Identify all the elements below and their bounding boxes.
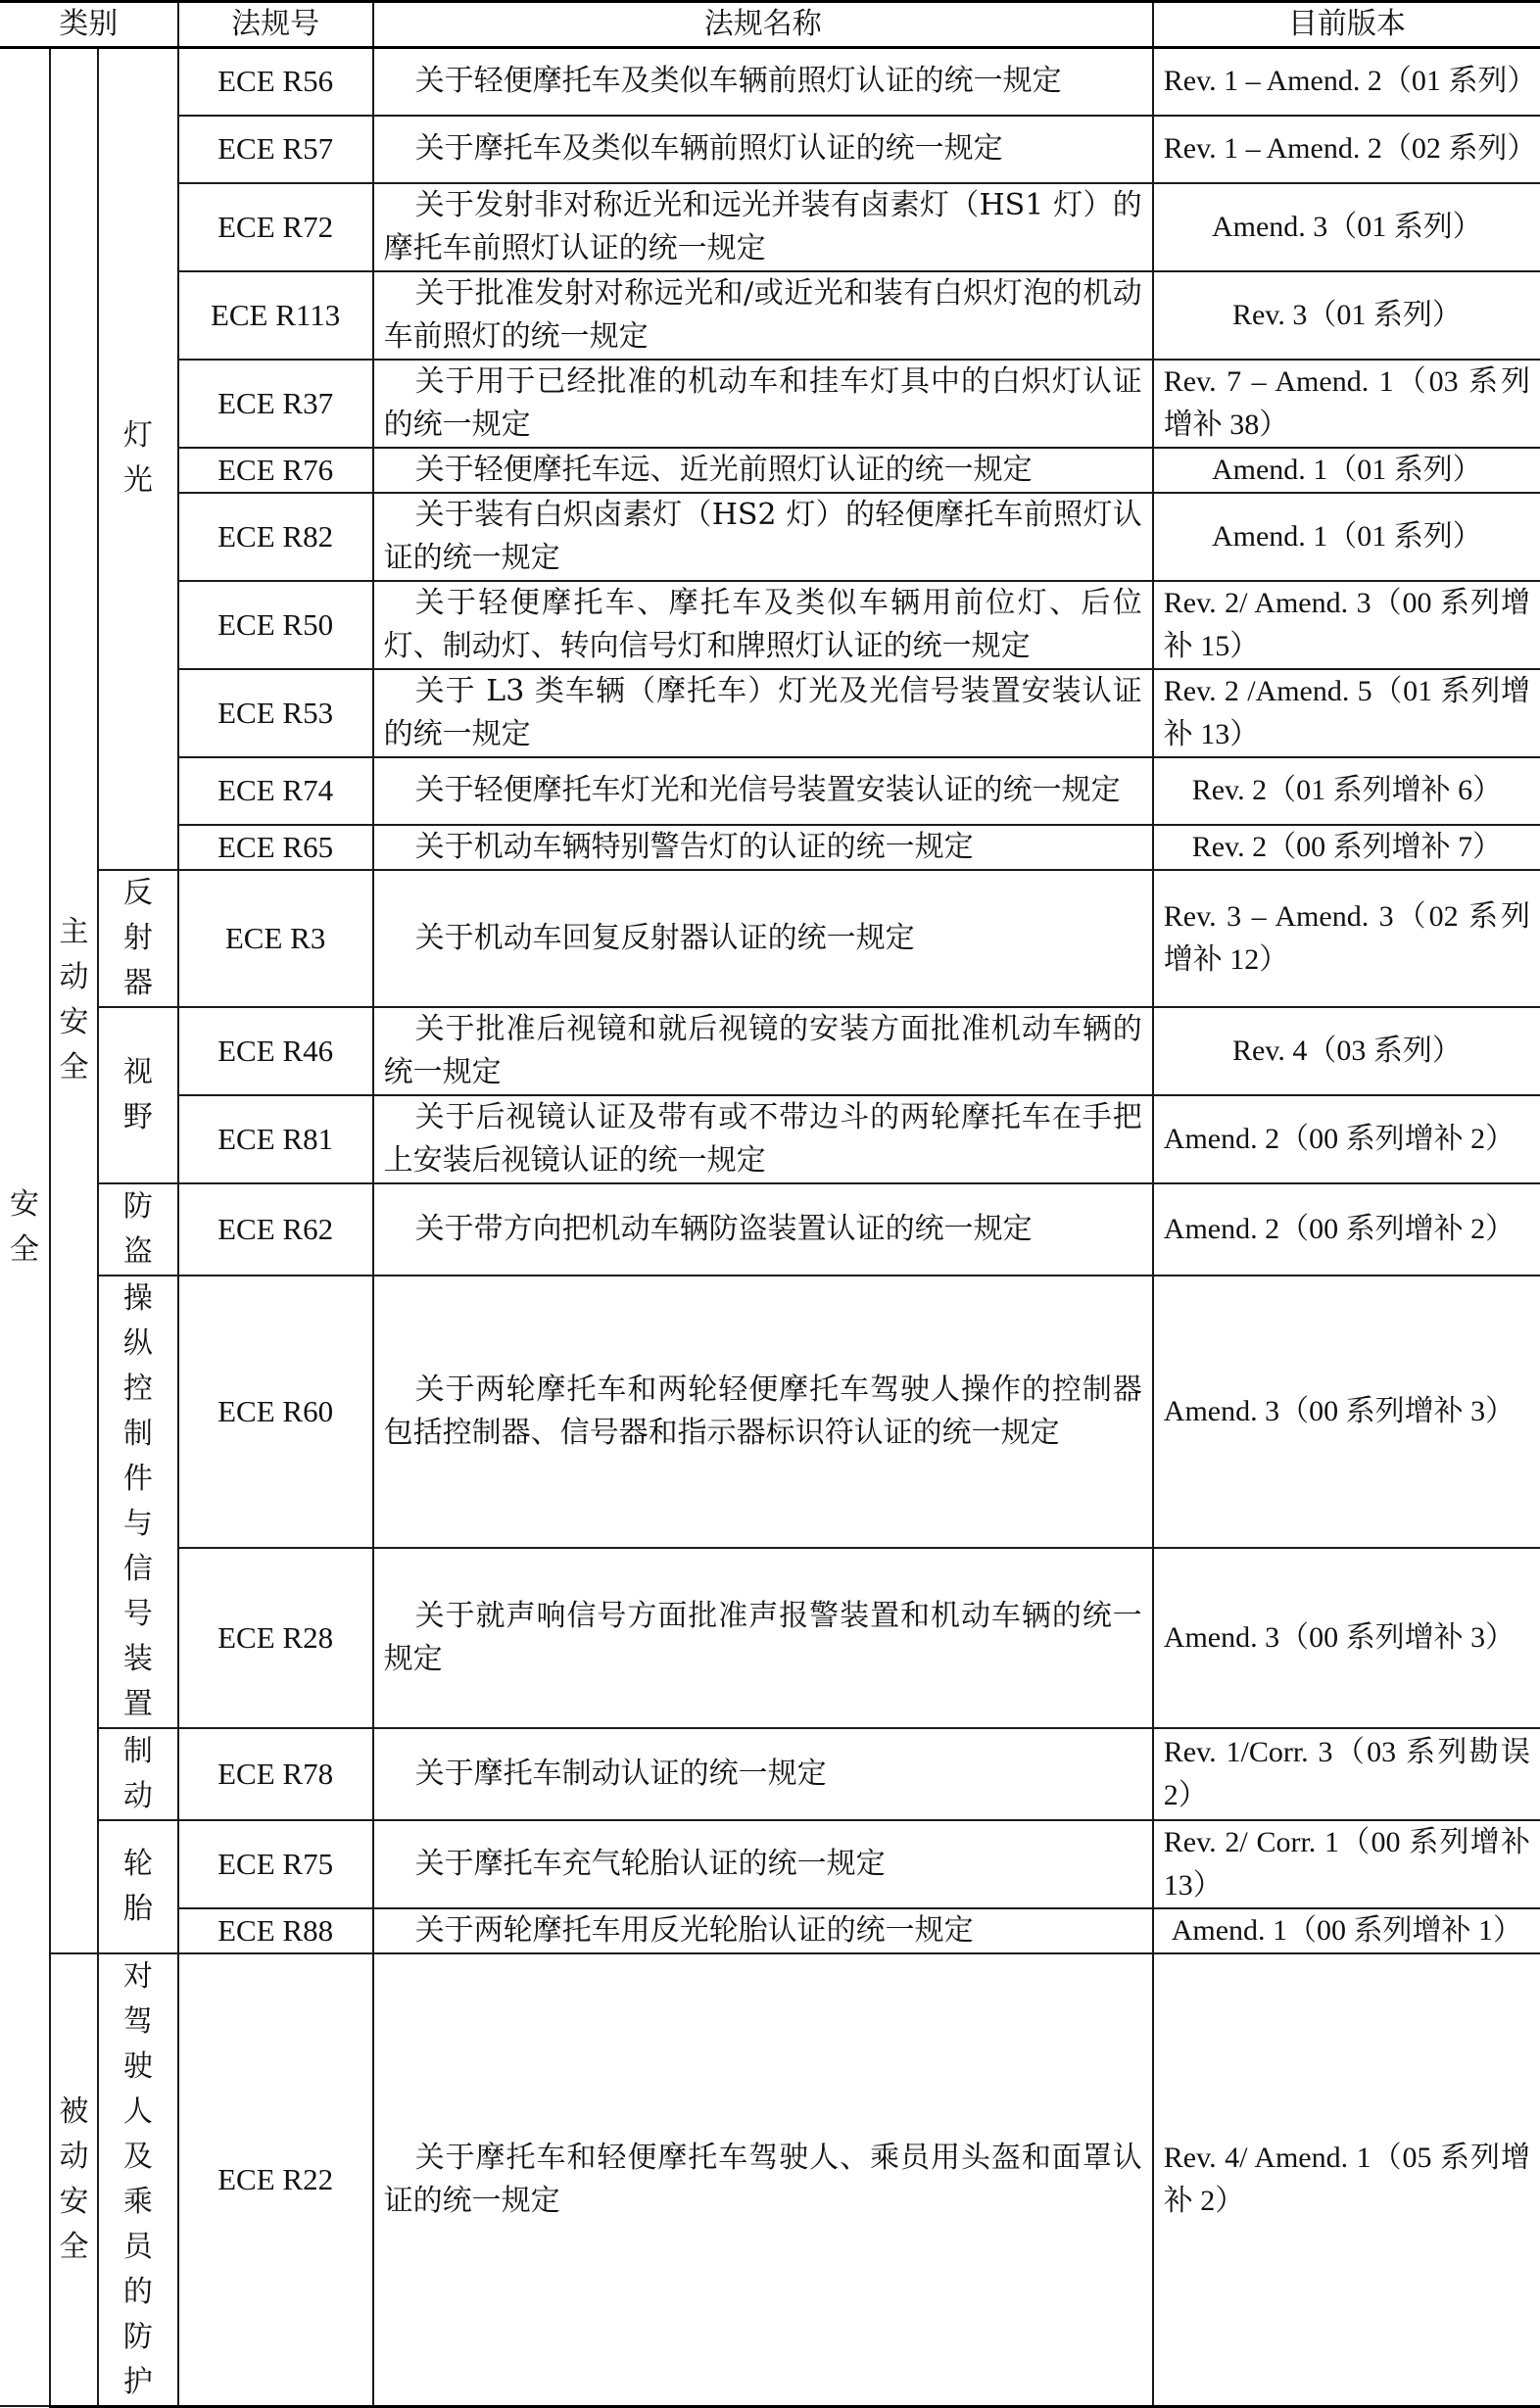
reg-version: Rev. 1 – Amend. 2（01 系列） — [1153, 48, 1540, 116]
reg-name: 关于机动车辆特别警告灯的认证的统一规定 — [373, 825, 1153, 870]
table-row — [0, 493, 1540, 581]
table-row — [0, 1953, 1540, 2407]
reg-name: 关于就声响信号方面批准声报警装置和机动车辆的统一规定 — [373, 1548, 1153, 1727]
reg-code: ECE R50 — [178, 581, 373, 669]
reg-code: ECE R88 — [178, 1908, 373, 1953]
reg-name: 关于后视镜认证及带有或不带边斗的两轮摩托车在手把上安装后视镜认证的统一规定 — [373, 1095, 1153, 1183]
reg-version: Rev. 7 – Amend. 1（03 系列增补 38） — [1153, 360, 1540, 448]
reg-name: 关于带方向把机动车辆防盗装置认证的统一规定 — [373, 1183, 1153, 1276]
table-row — [0, 1276, 1540, 1549]
reg-version: Rev. 2（01 系列增补 6） — [1153, 757, 1540, 825]
reg-version: Amend. 2（00 系列增补 2） — [1153, 1183, 1540, 1276]
reg-code: ECE R74 — [178, 757, 373, 825]
table-row — [0, 669, 1540, 757]
table-row — [0, 448, 1540, 493]
reg-code: ECE R56 — [178, 48, 373, 116]
reg-version: Rev. 4（03 系列） — [1153, 1007, 1540, 1095]
header-row — [0, 2, 1540, 48]
reg-name: 关于轻便摩托车远、近光前照灯认证的统一规定 — [373, 448, 1153, 493]
reg-name: 关于轻便摩托车及类似车辆前照灯认证的统一规定 — [373, 48, 1153, 116]
reg-name: 关于批准后视镜和就后视镜的安装方面批准机动车辆的统一规定 — [373, 1007, 1153, 1095]
reg-version: Amend. 3（00 系列增补 3） — [1153, 1276, 1540, 1549]
table-row — [0, 271, 1540, 360]
table-row — [0, 581, 1540, 669]
table-row — [0, 1908, 1540, 1953]
reg-name: 关于用于已经批准的机动车和挂车灯具中的白炽灯认证的统一规定 — [373, 360, 1153, 448]
reg-code: ECE R81 — [178, 1095, 373, 1183]
reg-version: Rev. 2（00 系列增补 7） — [1153, 825, 1540, 870]
reg-version: Rev. 1 – Amend. 2（02 系列） — [1153, 116, 1540, 183]
category-controls: 操 纵 控 制 件 与 信 号 装 置 — [98, 1276, 177, 1728]
reg-name: 关于轻便摩托车灯光和光信号装置安装认证的统一规定 — [373, 757, 1153, 825]
reg-version: Rev. 2 /Amend. 5（01 系列增补 13） — [1153, 669, 1540, 757]
table-row — [0, 1820, 1540, 1908]
category-tyres: 轮 胎 — [98, 1820, 177, 1953]
header-category: 类别 — [0, 2, 178, 48]
table-row — [0, 757, 1540, 825]
category-passive-safety: 被 动 安 全 — [50, 1953, 98, 2407]
reg-name: 关于摩托车和轻便摩托车驾驶人、乘员用头盔和面罩认证的统一规定 — [373, 1953, 1153, 2407]
table-row — [0, 360, 1540, 448]
header-version: 目前版本 — [1153, 2, 1540, 48]
reg-code: ECE R37 — [178, 360, 373, 448]
reg-code: ECE R60 — [178, 1276, 373, 1549]
table-row — [0, 48, 1540, 116]
category-occupant-protection: 对 驾 驶 人 及 乘 员 的 防 护 — [98, 1953, 177, 2407]
reg-version: Rev. 1/Corr. 3（03 系列勘误 2） — [1153, 1728, 1540, 1820]
reg-code: ECE R76 — [178, 448, 373, 493]
reg-name: 关于两轮摩托车用反光轮胎认证的统一规定 — [373, 1908, 1153, 1953]
reg-code: ECE R62 — [178, 1183, 373, 1276]
reg-code: ECE R22 — [178, 1953, 373, 2407]
table-row — [0, 1095, 1540, 1183]
reg-version: Rev. 2/ Corr. 1（00 系列增补 13） — [1153, 1820, 1540, 1908]
reg-version: Rev. 4/ Amend. 1（05 系列增补 2） — [1153, 1953, 1540, 2407]
reg-name: 关于发射非对称近光和远光并装有卤素灯（HS1 灯）的摩托车前照灯认证的统一规定 — [373, 183, 1153, 271]
reg-name: 关于摩托车制动认证的统一规定 — [373, 1728, 1153, 1820]
reg-version: Amend. 1（00 系列增补 1） — [1153, 1908, 1540, 1953]
header-reg-name: 法规名称 — [373, 2, 1153, 48]
reg-code: ECE R78 — [178, 1728, 373, 1820]
table-row — [0, 1728, 1540, 1820]
reg-code: ECE R53 — [178, 669, 373, 757]
reg-code: ECE R72 — [178, 183, 373, 271]
reg-code: ECE R75 — [178, 1820, 373, 1908]
reg-version: Rev. 2/ Amend. 3（00 系列增补 15） — [1153, 581, 1540, 669]
reg-version: Amend. 3（00 系列增补 3） — [1153, 1548, 1540, 1727]
reg-name: 关于两轮摩托车和两轮轻便摩托车驾驶人操作的控制器包括控制器、信号器和指示器标识符认证的统一规定 — [373, 1276, 1153, 1549]
table-row — [0, 116, 1540, 183]
reg-name: 关于轻便摩托车、摩托车及类似车辆用前位灯、后位灯、制动灯、转向信号灯和牌照灯认证的统一规定 — [373, 581, 1153, 669]
reg-version: Amend. 2（00 系列增补 2） — [1153, 1095, 1540, 1183]
reg-name: 关于 L3 类车辆（摩托车）灯光及光信号装置安装认证的统一规定 — [373, 669, 1153, 757]
table-row — [0, 825, 1540, 870]
reg-name: 关于摩托车充气轮胎认证的统一规定 — [373, 1820, 1153, 1908]
reg-code: ECE R57 — [178, 116, 373, 183]
category-lighting: 灯 光 — [98, 48, 177, 870]
reg-code: ECE R82 — [178, 493, 373, 581]
reg-name: 关于装有白炽卤素灯（HS2 灯）的轻便摩托车前照灯认证的统一规定 — [373, 493, 1153, 581]
category-braking: 制 动 — [98, 1728, 177, 1820]
category-reflector: 反 射 器 — [98, 870, 177, 1007]
reg-code: ECE R46 — [178, 1007, 373, 1095]
reg-code: ECE R28 — [178, 1548, 373, 1727]
table-row — [0, 183, 1540, 271]
category-vision: 视 野 — [98, 1007, 177, 1183]
reg-version: Rev. 3 – Amend. 3（02 系列增补 12） — [1153, 870, 1540, 1007]
reg-code: ECE R113 — [178, 271, 373, 360]
reg-code: ECE R3 — [178, 870, 373, 1007]
reg-version: Amend. 1（01 系列） — [1153, 448, 1540, 493]
category-active-safety: 主 动 安 全 — [50, 48, 98, 1953]
category-safety: 安 全 — [0, 48, 50, 2407]
reg-version: Amend. 3（01 系列） — [1153, 183, 1540, 271]
table-row — [0, 1548, 1540, 1727]
table-row — [0, 870, 1540, 1007]
reg-name: 关于机动车回复反射器认证的统一规定 — [373, 870, 1153, 1007]
reg-version: Rev. 3（01 系列） — [1153, 271, 1540, 360]
reg-name: 关于摩托车及类似车辆前照灯认证的统一规定 — [373, 116, 1153, 183]
category-antitheft: 防 盗 — [98, 1183, 177, 1276]
reg-name: 关于批准发射对称远光和/或近光和装有白炽灯泡的机动车前照灯的统一规定 — [373, 271, 1153, 360]
table-row — [0, 1007, 1540, 1095]
reg-code: ECE R65 — [178, 825, 373, 870]
reg-version: Amend. 1（01 系列） — [1153, 493, 1540, 581]
table-row — [0, 1183, 1540, 1276]
header-reg-no: 法规号 — [178, 2, 373, 48]
